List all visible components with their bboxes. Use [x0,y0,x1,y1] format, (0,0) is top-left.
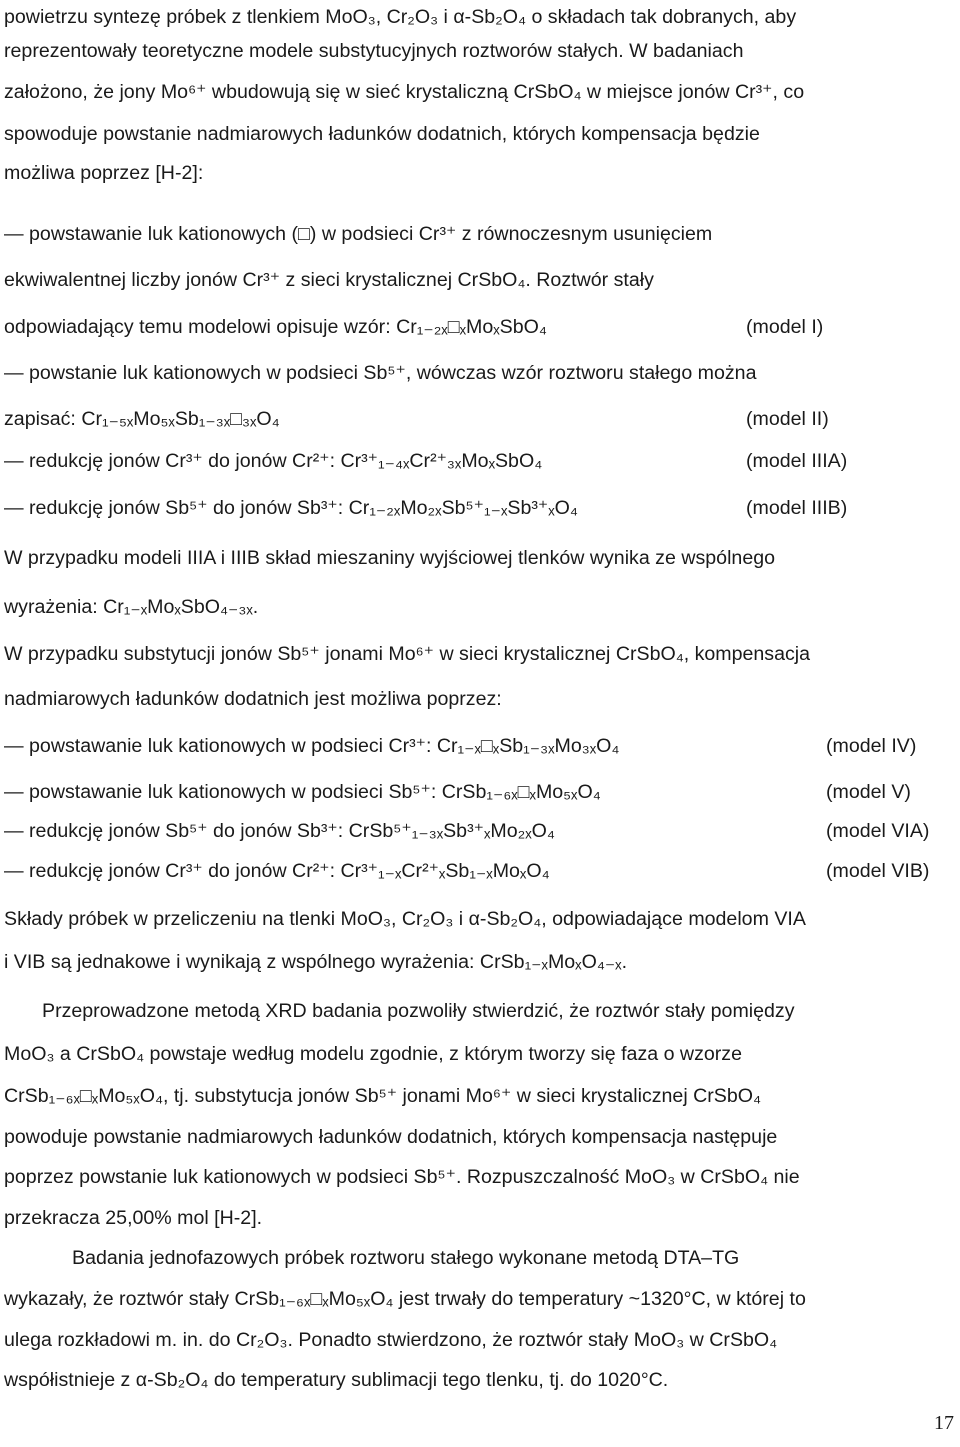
model-label-I: (model I) [746,316,824,338]
line-1: powietrzu syntezę próbek z tlenkiem MoO₃, Cr₂O₃ i α-Sb₂O₄ o składach tak dobranych, aby [4,6,797,28]
line-4: spowoduje powstanie nadmiarowych ładunków dodatnich, których kompensacja będzie [4,123,760,145]
line-26: powoduje powstanie nadmiarowych ładunków dodatnich, których kompensacja następuje [4,1126,778,1148]
line-22: i VIB są jednakowe i wynikają z wspólnego wyrażenia: CrSb₁₋ₓMoₓO₄₋ₓ. [4,951,628,973]
line-19: — redukcję jonów Sb⁵⁺ do jonów Sb³⁺: CrSb⁵⁺₁₋₃ₓSb³⁺ₓMo₂ₓO₄ [4,820,555,842]
model-label-IIIB: (model IIIB) [746,497,848,519]
line-28: przekracza 25,00% mol [H-2]. [4,1207,263,1229]
line-17: — powstawanie luk kationowych w podsieci Cr³⁺: Cr₁₋ₓ□ₓSb₁₋₃ₓMo₃ₓO₄ [4,735,620,757]
line-32: współistnieje z α-Sb₂O₄ do temperatury sublimacji tego tlenku, tj. do 1020°C. [4,1369,669,1391]
line-25: CrSb₁₋₆ₓ□ₓMo₅ₓO₄, tj. substytucja jonów Sb⁵⁺ jonami Mo⁶⁺ w sieci krystalicznej CrSbO₄ [4,1085,762,1107]
line-7: ekwiwalentnej liczby jonów Cr³⁺ z sieci krystalicznej CrSbO₄. Roztwór stały [4,269,654,291]
model-label-IIIA: (model IIIA) [746,450,848,472]
line-24: MoO₃ a CrSbO₄ powstaje według modelu zgodnie, z którym tworzy się faza o wzorze [4,1043,742,1065]
line-31: ulega rozkładowi m. in. do Cr₂O₃. Ponadto stwierdzono, że roztwór stały MoO₃ w CrSbO₄ [4,1329,778,1351]
line-29: Badania jednofazowych próbek roztworu stałego wykonane metodą DTA–TG [72,1247,740,1269]
line-23: Przeprowadzone metodą XRD badania pozwoliły stwierdzić, że roztwór stały pomiędzy [42,1000,795,1022]
model-label-II: (model II) [746,408,829,430]
line-6: — powstawanie luk kationowych (□) w podsieci Cr³⁺ z równoczesnym usunięciem [4,223,713,245]
line-30: wykazały, że roztwór stały CrSb₁₋₆ₓ□ₓMo₅ₓO₄ jest trwały do temperatury ~1320°C, w której to [4,1288,806,1310]
line-8: odpowiadający temu modelowi opisuje wzór: Cr₁₋₂ₓ□ₓMoₓSbO₄ [4,316,547,338]
model-label-VIB: (model VIB) [826,860,930,882]
model-label-IV: (model IV) [826,735,917,757]
line-10: zapisać: Cr₁₋₅ₓMo₅ₓSb₁₋₃ₓ□₃ₓO₄ [4,408,280,430]
line-9: — powstanie luk kationowych w podsieci Sb⁵⁺, wówczas wzór roztworu stałego można [4,362,757,384]
line-11: — redukcję jonów Cr³⁺ do jonów Cr²⁺: Cr³⁺₁₋₄ₓCr²⁺₃ₓMoₓSbO₄ [4,450,543,472]
line-20: — redukcję jonów Cr³⁺ do jonów Cr²⁺: Cr³⁺₁₋ₓCr²⁺ₓSb₁₋ₓMoₓO₄ [4,860,550,882]
line-18: — powstawanie luk kationowych w podsieci Sb⁵⁺: CrSb₁₋₆ₓ□ₓMo₅ₓO₄ [4,781,601,803]
line-5: możliwa poprzez [H-2]: [4,162,204,184]
line-27: poprzez powstanie luk kationowych w podsieci Sb⁵⁺. Rozpuszczalność MoO₃ w CrSbO₄ nie [4,1166,800,1188]
model-label-V: (model V) [826,781,911,803]
line-13: W przypadku modeli IIIA i IIIB skład mieszaniny wyjściowej tlenków wynika ze wspólnego [4,547,776,569]
line-16: nadmiarowych ładunków dodatnich jest możliwa poprzez: [4,688,502,710]
line-12: — redukcję jonów Sb⁵⁺ do jonów Sb³⁺: Cr₁₋₂ₓMo₂ₓSb⁵⁺₁₋ₓSb³⁺ₓO₄ [4,497,578,519]
line-21: Składy próbek w przeliczeniu na tlenki MoO₃, Cr₂O₃ i α-Sb₂O₄, odpowiadające modelom VIA [4,908,806,930]
page-number: 17 [934,1412,954,1434]
model-label-VIA: (model VIA) [826,820,930,842]
line-14: wyrażenia: Cr₁₋ₓMoₓSbO₄₋₃ₓ. [4,596,259,618]
line-15: W przypadku substytucji jonów Sb⁵⁺ jonami Mo⁶⁺ w sieci krystalicznej CrSbO₄, kompensacja [4,643,811,665]
line-2: reprezentowały teoretyczne modele substytucyjnych roztworów stałych. W badaniach [4,40,744,62]
line-3: założono, że jony Mo⁶⁺ wbudowują się w sieć krystaliczną CrSbO₄ w miejsce jonów Cr³⁺, co [4,81,805,103]
